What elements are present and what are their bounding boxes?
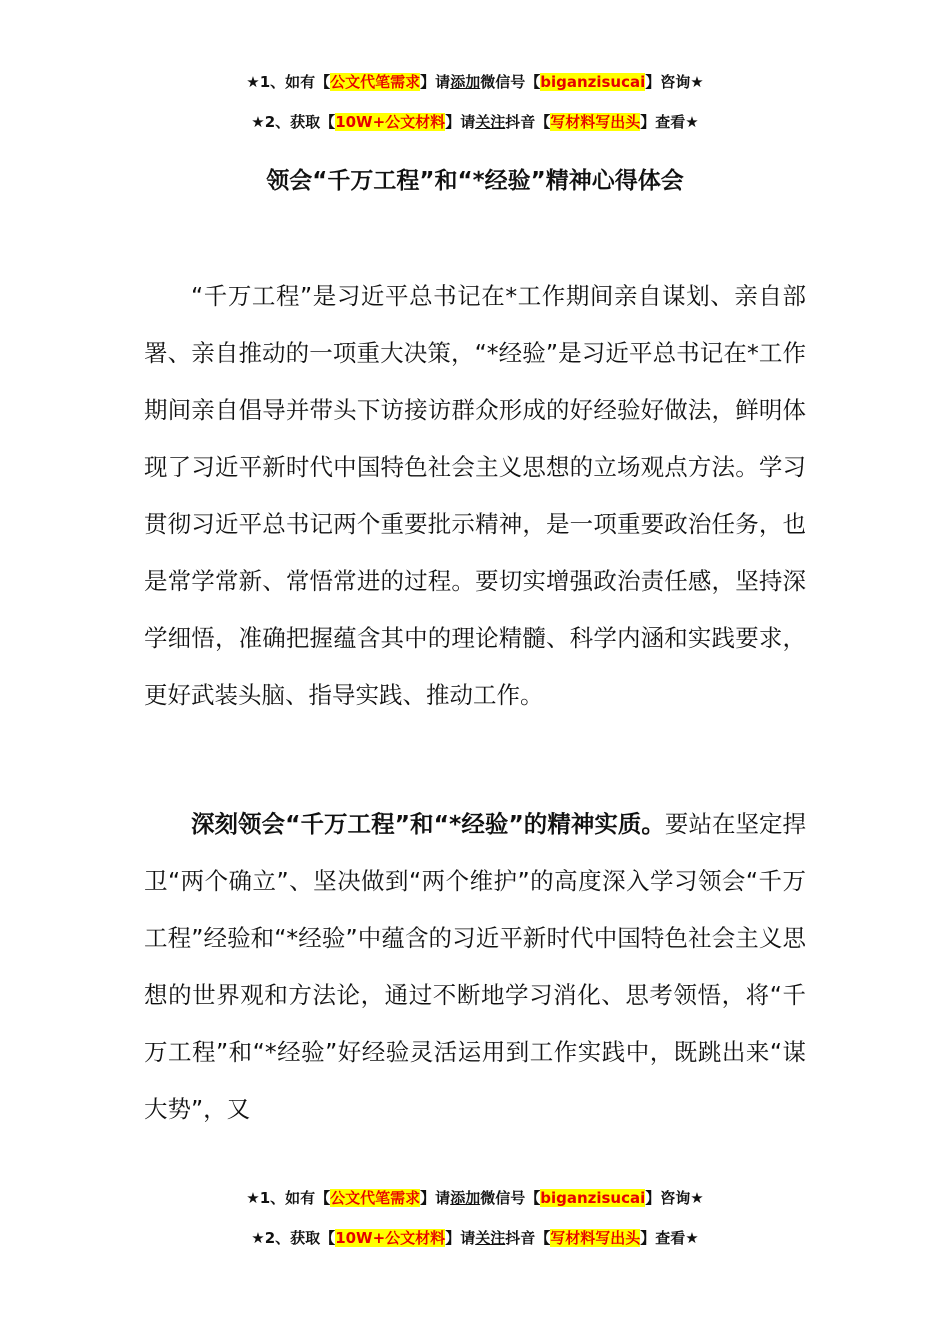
banner-underlined-text: 关注 — [475, 113, 506, 131]
banner-highlight: 10W+公文材料 — [335, 1229, 446, 1247]
paragraph-2 — [144, 796, 806, 1138]
footer-banner-line-2 — [0, 1227, 950, 1249]
paragraph-1: “千万工程”是习近平总书记在*工作期间亲自谋划、亲自部署、亲自推动的一项重大决策，“*经验”是习近平总书记在*工作期间亲自倡导并带头下访接访群众形成的好经验好做法，鲜明体现了习近平新时代中国特色社会主义思想的立场观点方法。学习贯彻习近平总书记两个重要批示精神，是一项重要政治任务，也是常学常新、常悟常进的过程。要切实增强政治责任感，坚持深学细悟，准确把握蕴含其中的理论精髓、科学内涵和实践要求，更好武装头脑、指导实践、推动工作。 — [144, 282, 806, 709]
banner-highlight: 公文代笔需求 — [330, 73, 421, 91]
banner-text: 】请 — [420, 1189, 451, 1207]
banner-text: ★2、获取【 — [251, 1229, 336, 1247]
banner-text: ★2、获取【 — [251, 113, 336, 131]
banner-text: 微信号【 — [480, 1189, 541, 1207]
banner-highlight: 写材料写出头 — [550, 113, 641, 131]
banner-text: ★1、如有【 — [246, 1189, 331, 1207]
banner-highlight: 写材料写出头 — [550, 1229, 641, 1247]
paragraph-2-lead: 深刻领会“千万工程”和“*经验”的精神实质。 — [191, 810, 665, 838]
banner-text: 抖音【 — [505, 113, 551, 131]
header-banner-line-1 — [0, 71, 950, 93]
banner-text: 】查看★ — [640, 1229, 699, 1247]
banner-highlight: biganzisucai — [540, 73, 646, 91]
banner-text: 】查看★ — [640, 113, 699, 131]
banner-underlined-text: 添加 — [450, 73, 481, 91]
banner-underlined-text: 添加 — [450, 1189, 481, 1207]
banner-text: 】咨询★ — [645, 1189, 704, 1207]
banner-highlight: biganzisucai — [540, 1189, 646, 1207]
document-title: 领会“千万工程”和“*经验”精神心得体会 — [266, 168, 684, 194]
banner-text: ★1、如有【 — [246, 73, 331, 91]
banner-text: 】请 — [445, 1229, 476, 1247]
banner-text: 抖音【 — [505, 1229, 551, 1247]
banner-text: 】咨询★ — [645, 73, 704, 91]
banner-highlight: 10W+公文材料 — [335, 113, 446, 131]
banner-highlight: 公文代笔需求 — [330, 1189, 421, 1207]
paragraph-2-body: 要站在坚定捍卫“两个确立”、坚决做到“两个维护”的高度深入学习领会“千万工程”经验和“*经验”中蕴含的习近平新时代中国特色社会主义思想的世界观和方法论，通过不断地学习消化、思考领悟，将“千万工程”和“*经验”好经验灵活运用到工作实践中，既跳出来“谋大势”，又 — [144, 810, 807, 1123]
header-banner-line-2 — [0, 111, 950, 133]
banner-text: 】请 — [445, 113, 476, 131]
banner-text: 】请 — [420, 73, 451, 91]
banner-underlined-text: 关注 — [475, 1229, 506, 1247]
footer-banner-line-1 — [0, 1187, 950, 1209]
banner-text: 微信号【 — [480, 73, 541, 91]
